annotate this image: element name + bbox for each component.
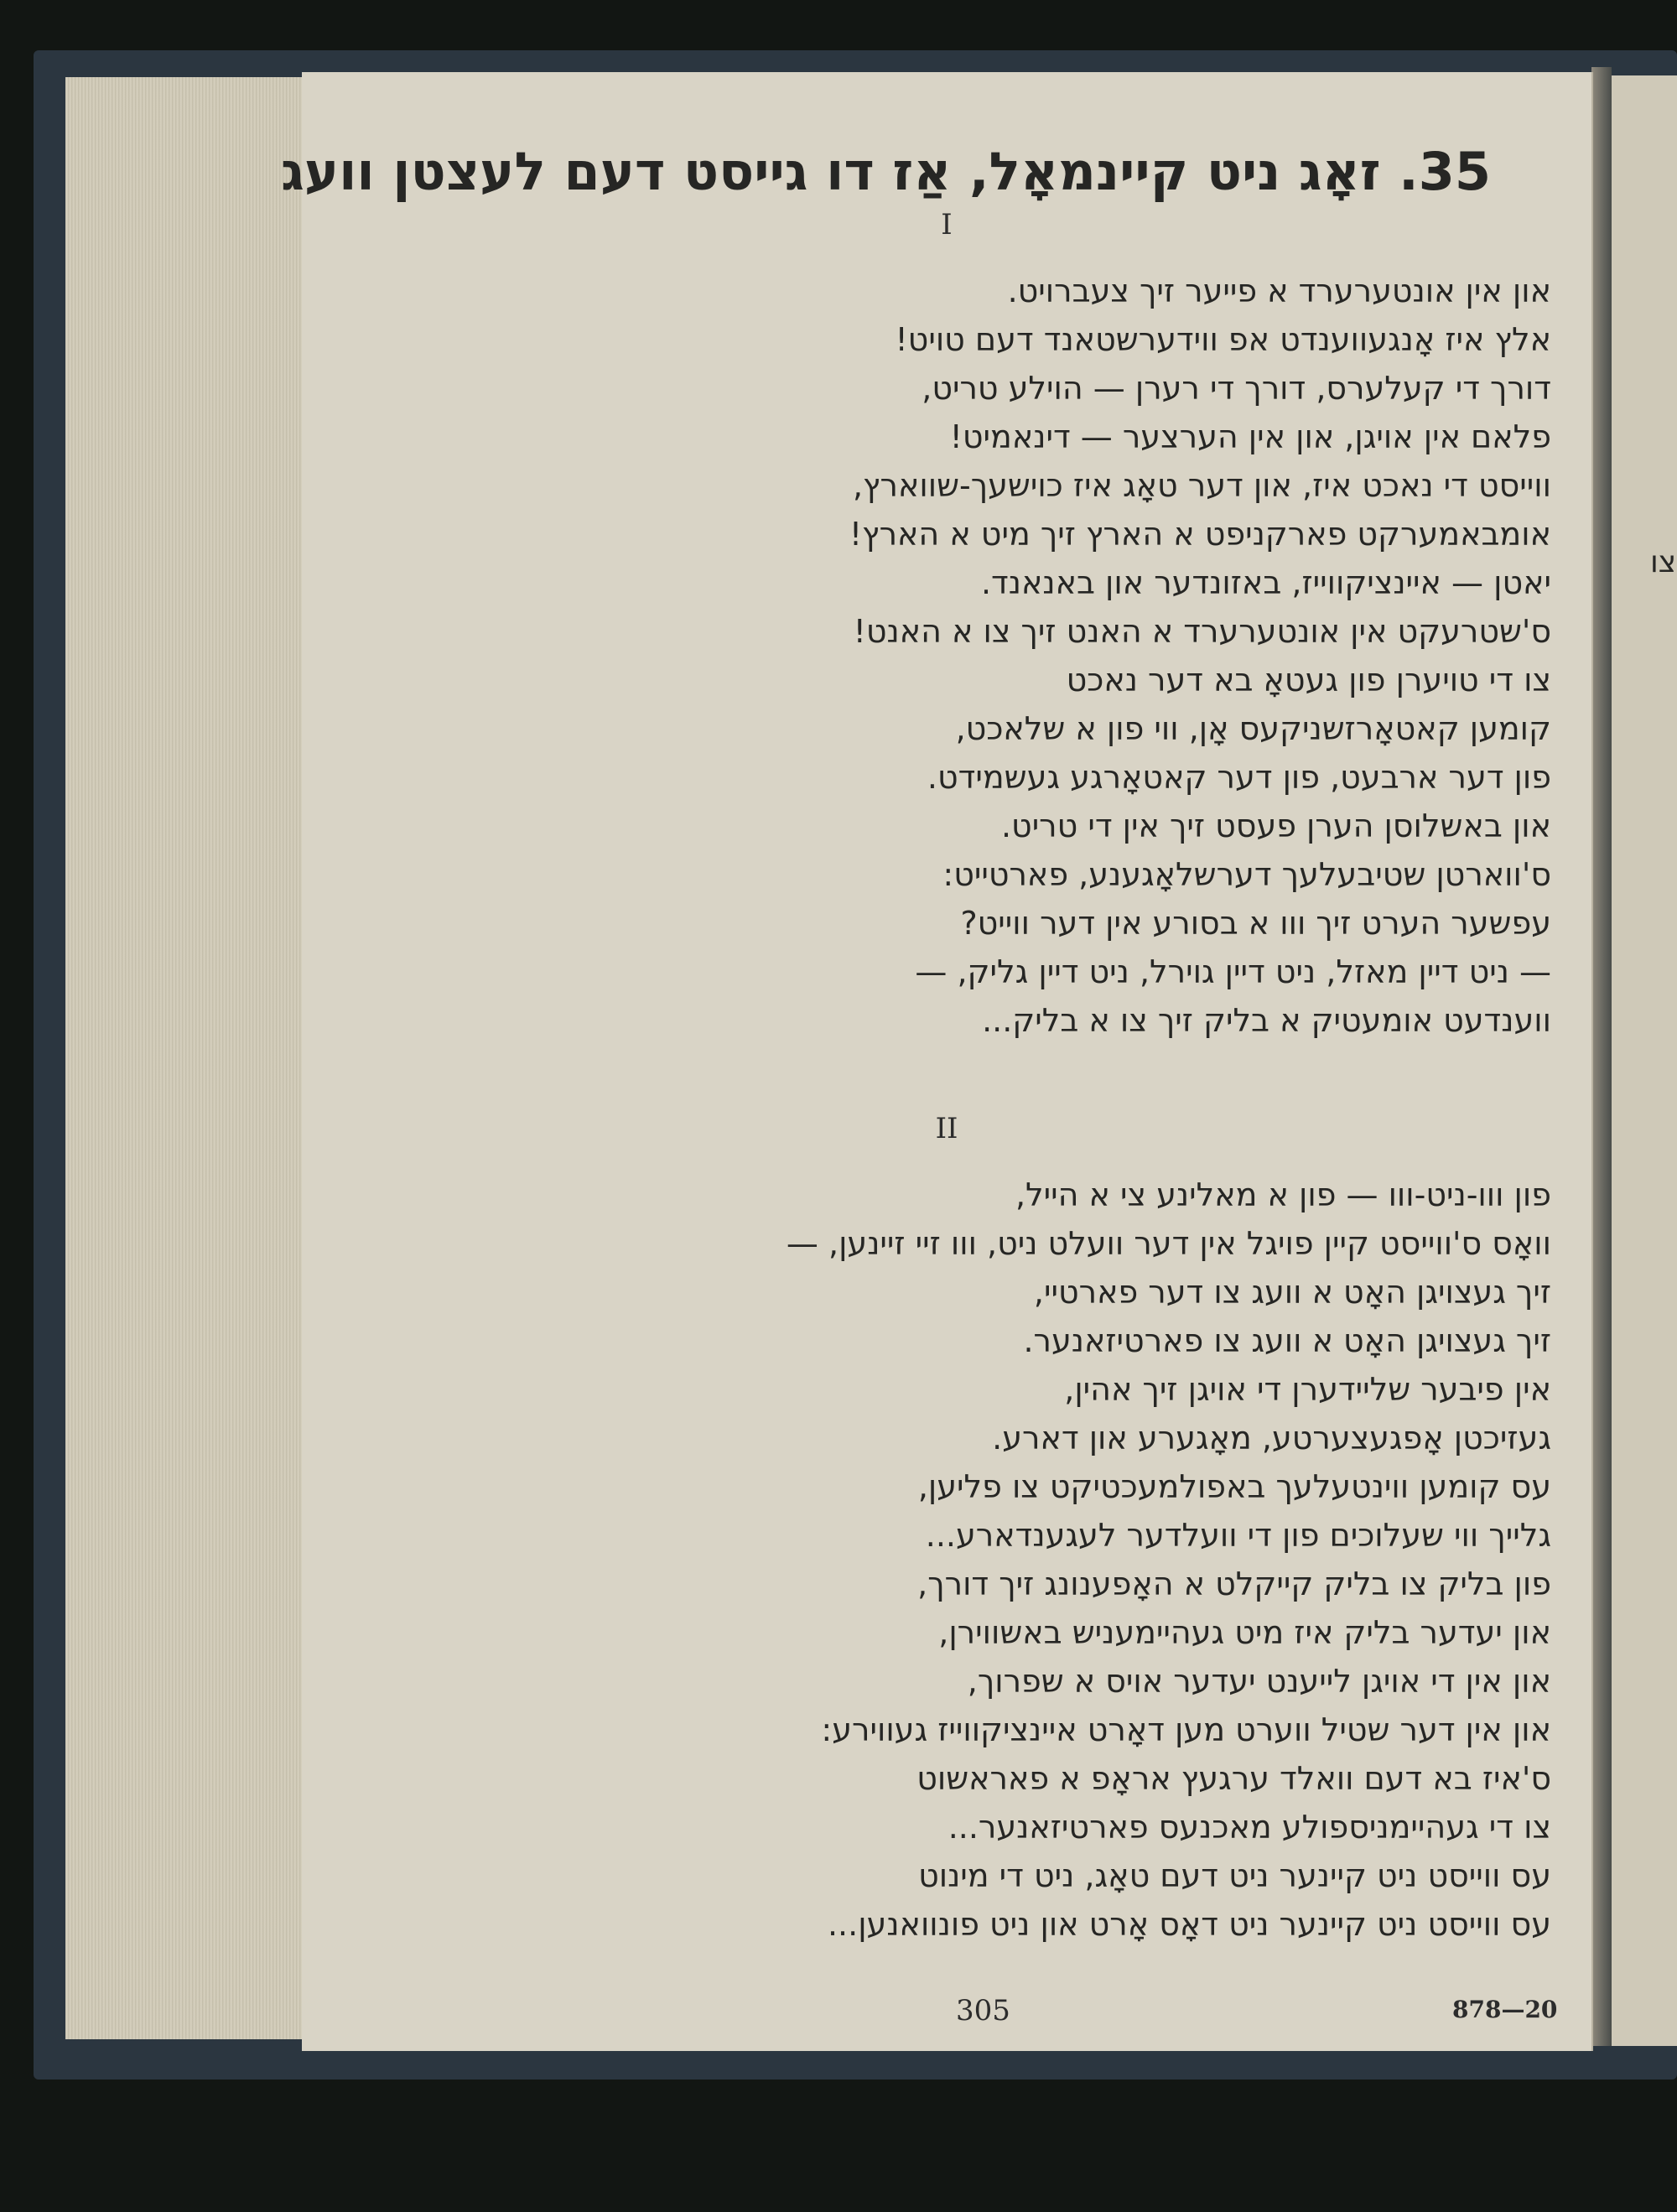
- verse-line: דורך די קעלערס, דורך די רערן — הוילע טריט,: [922, 370, 1551, 407]
- verse-line: פון בליק צו בליק קייקלט א האָפענונג זיך דורך,: [917, 1566, 1551, 1602]
- verse-line: עס ווייסט ניט קיינער ניט דאָס אָרט און ניט פונוואנען...: [827, 1906, 1551, 1943]
- verse-line: ווענדעט אומעטיק א בליק זיך צו א בליק...: [982, 1002, 1551, 1039]
- verse-line: אומבאמערקט פארקניפט א הארץ זיך מיט א הארץ!: [849, 516, 1551, 553]
- verse-line: פלאם אין אויגן, און אין הערצער — דינאמיט!: [949, 418, 1551, 455]
- verse-line: צו די געהיימניספולע מאכנעס פארטיזאנער...: [948, 1809, 1551, 1846]
- verse-line: און אין די אויגן לייענט יעדער אויס א שפרוך,: [967, 1663, 1551, 1700]
- stanza-1: [293, 267, 1551, 1045]
- verse-line: פון ווו-ניט-ווו — פון א מאלינע צי א הייל,: [1015, 1176, 1551, 1213]
- verse-line: עס ווייסט ניט קיינער ניט דעם טאָג, ניט די מינוט: [918, 1857, 1551, 1894]
- verse-line: ס'שטרעקט אין אונטערערד א האנט זיך צו א האנט!: [853, 613, 1551, 650]
- verse-line: און אין אונטערערד א פייער זיך צעברויט.: [1007, 273, 1551, 309]
- verse-line: ס'איז בא דעם וואלד ערגעץ אראָפ א פאראשוט: [916, 1760, 1551, 1797]
- verse-line: געזיכטן אָפגעצערטע, מאָגערע און דארע.: [992, 1420, 1551, 1456]
- page-number: 305: [956, 1994, 1010, 2028]
- verse-line: יאטן — איינציקווייז, באזונדער און באנאנד.: [980, 564, 1551, 601]
- section-numeral-1: I: [941, 208, 953, 241]
- verse-line: אלץ איז אָנגעווענדט אפ ווידערשטאנד דעם טויט!: [895, 321, 1551, 358]
- verse-line: קומען קאטאָרזשניקעס אָן, ווי פון א שלאכט,: [955, 710, 1551, 747]
- verse-line: פון דער ארבעט, פון דער קאטאָרגע געשמידט.: [927, 759, 1551, 796]
- verse-line: און אין דער שטיל ווערט מען דאָרט איינציקווייז געווירע:: [821, 1711, 1551, 1748]
- verse-line: גלייך ווי שעלוכים פון די וועלדער לעגענדארע...: [925, 1517, 1551, 1554]
- verse-line: און יעדער בליק איז מיט געהיימעניש באשווירן,: [938, 1614, 1551, 1651]
- verse-line: וואָס ס'ווייסט קיין פויגל אין דער וועלט ניט, ווו זיי זיינען, —: [786, 1225, 1551, 1262]
- verse-line: און באשלוסן הערן פעסט זיך אין די טריט.: [1000, 807, 1551, 844]
- section-numeral-2: II: [935, 1112, 958, 1145]
- verse-line: ס'ווארטן שטיבעלעך דערשלאָגענע, פארטייט:: [942, 856, 1551, 893]
- facing-page-fragment: צו: [1650, 545, 1677, 579]
- stanza-2: [293, 1171, 1551, 1949]
- poem-title: 35. זאָג ניט קיינמאָל, אַז דו גייסט דעם לעצטן וועג: [281, 141, 1491, 202]
- verse-line: עפשער הערט זיך ווו א בסורע אין דער ווייט?: [960, 905, 1551, 942]
- verse-line: אין פיבער שליידערן די אויגן זיך אהין,: [1064, 1371, 1551, 1408]
- verse-line: זיך געצויגן האָט א וועג צו פארטיזאנער.: [1023, 1322, 1551, 1359]
- verse-line: עס קומען ווינטעלעך באפולמעכטיקט צו פליען,: [917, 1468, 1551, 1505]
- facing-page: [1602, 75, 1677, 2046]
- printer-signature-mark: 878—20: [1452, 1996, 1558, 2023]
- book-gutter: [1591, 67, 1612, 2046]
- verse-line: ווייסט די נאכט איז, און דער טאָג איז כוישעך-שווארץ,: [852, 467, 1551, 504]
- verse-line: זיך געצויגן האָט א וועג צו דער פארטיי,: [1033, 1274, 1551, 1311]
- verse-line: צו די טויערן פון געטאָ בא דער נאכט: [1066, 662, 1551, 698]
- page-edges: [65, 77, 317, 2039]
- verse-line: — ניט דיין מאזל, ניט דיין גוירל, ניט דיין גליק, —: [915, 953, 1551, 990]
